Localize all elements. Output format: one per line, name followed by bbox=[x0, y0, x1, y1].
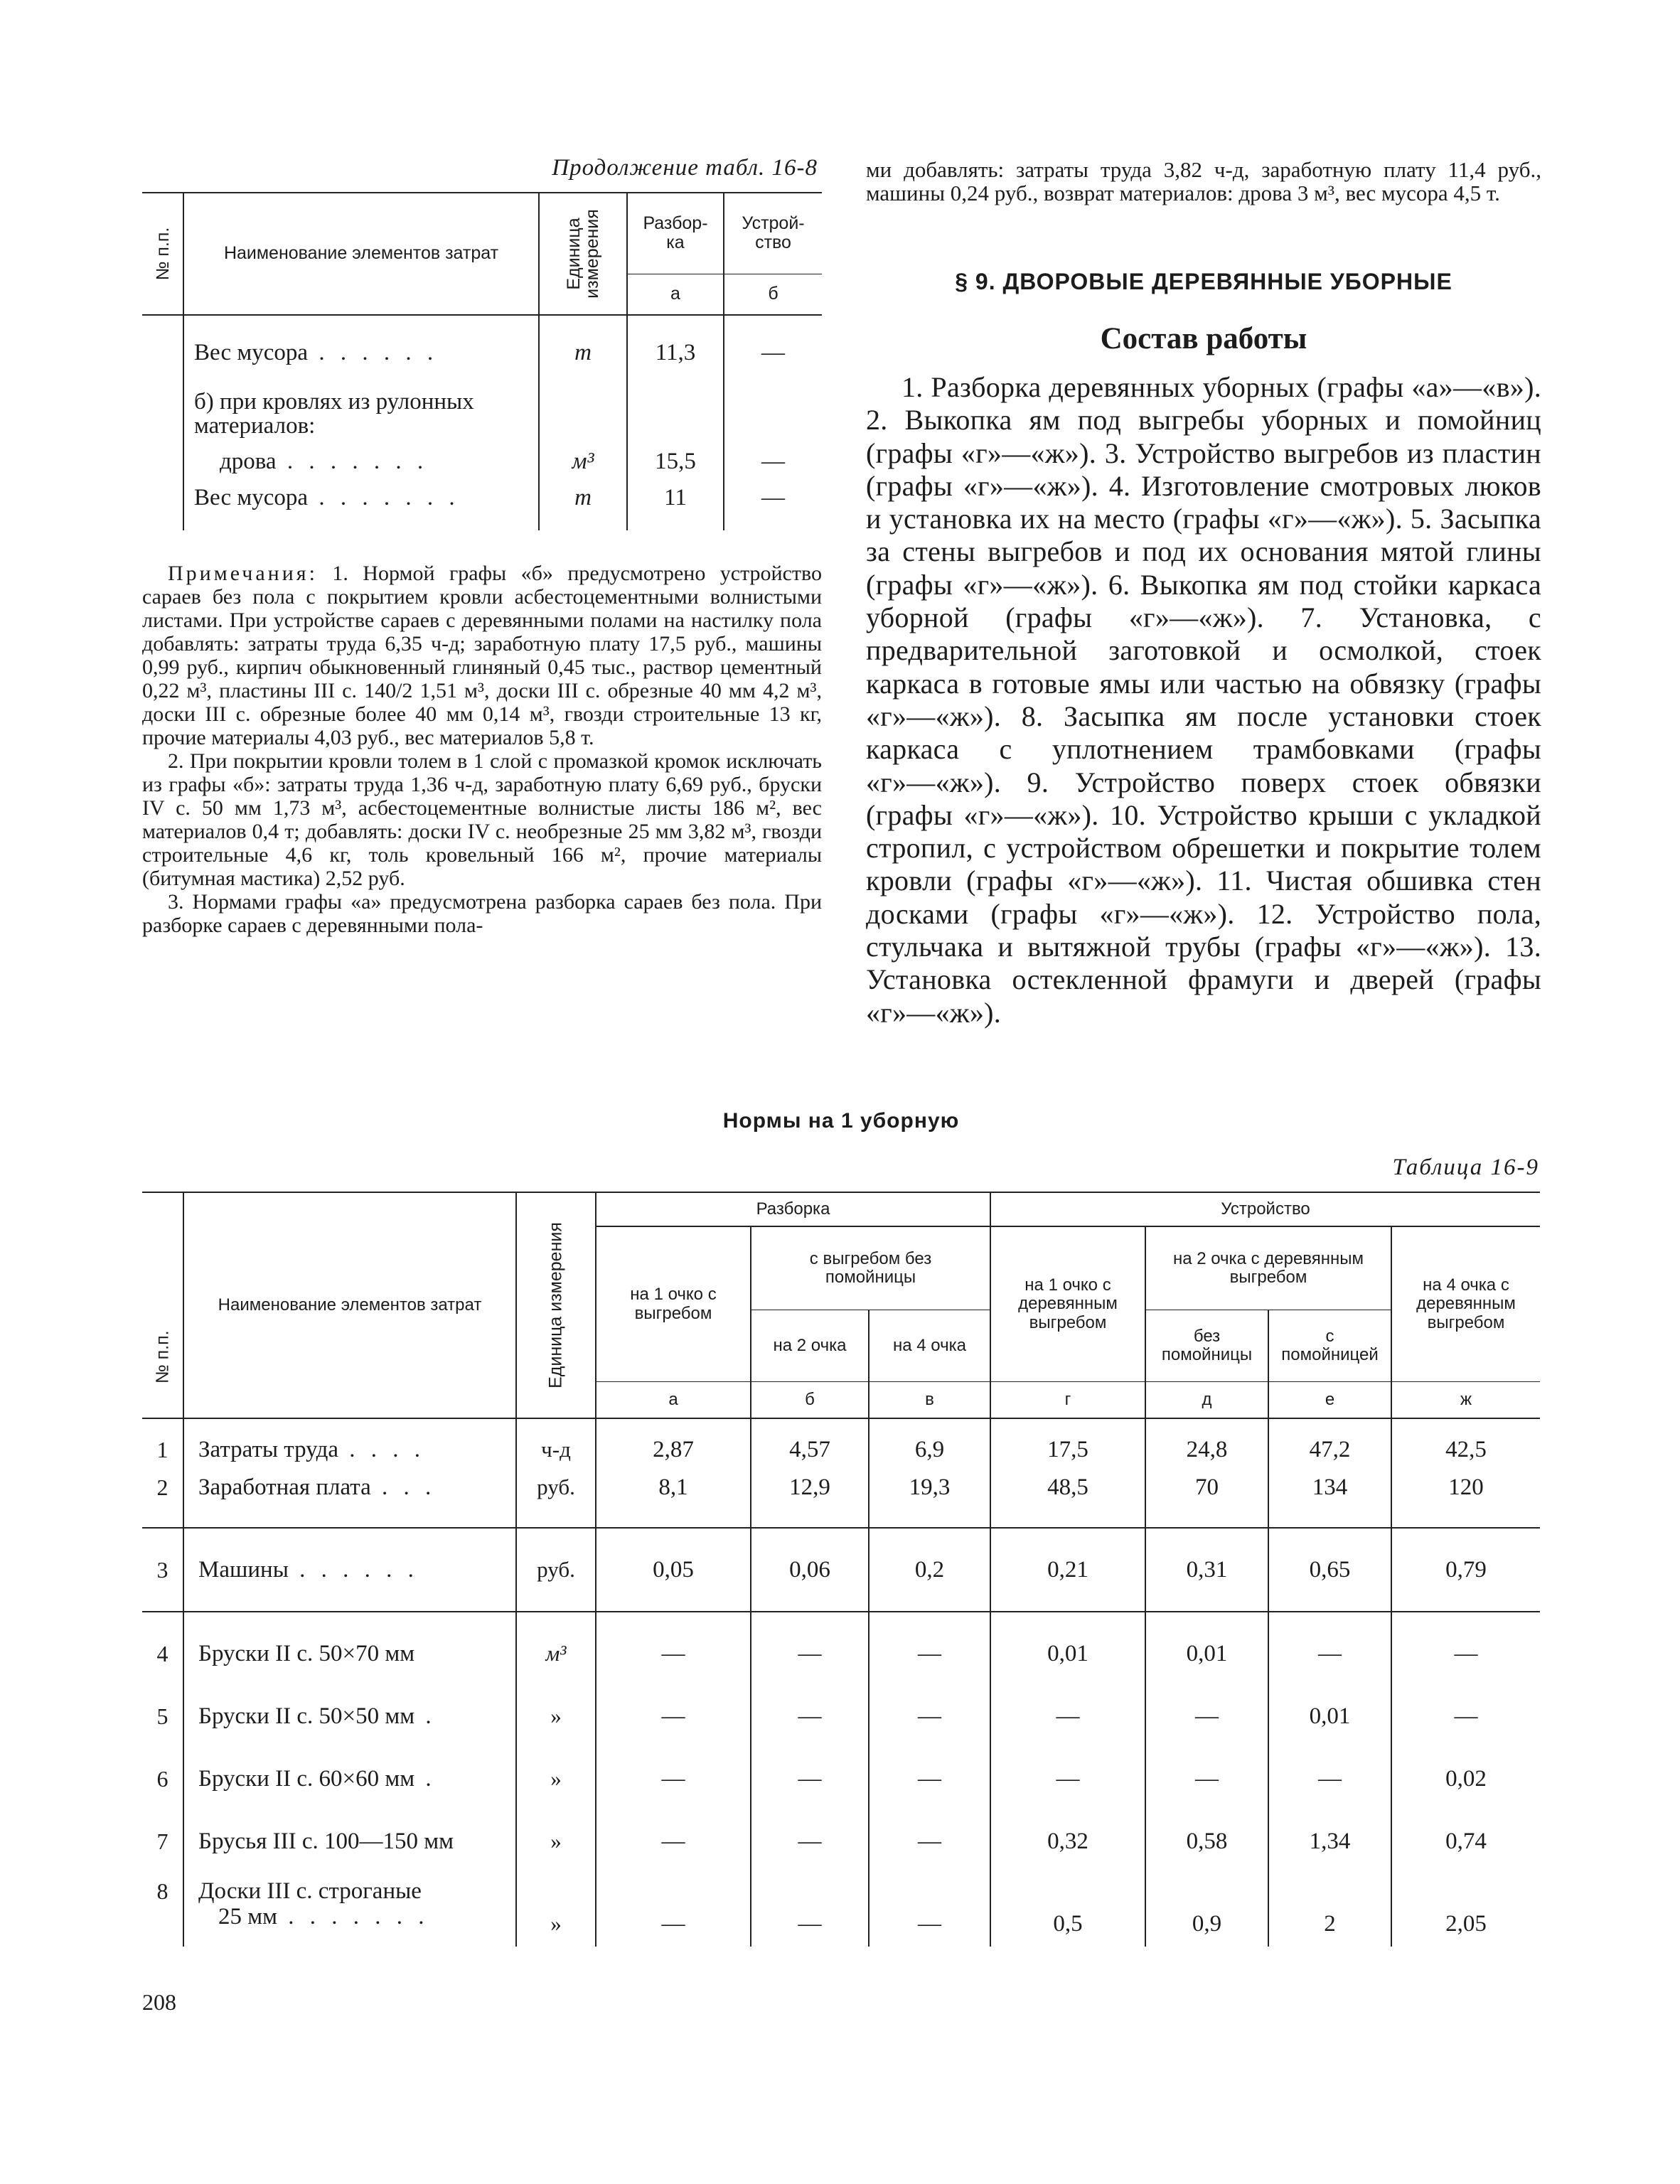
t2-letter: ж bbox=[1391, 1382, 1540, 1419]
t2-cell: 42,5 bbox=[1391, 1418, 1540, 1470]
t2-letter: д bbox=[1145, 1382, 1268, 1419]
t2-row-unit: м³ bbox=[516, 1612, 596, 1685]
work-text: 1. Разборка деревянных уборных (графы «а»—«в»). 2. Выкопка ям под выгребы уборных и помойниц (графы «г»—«ж»). 3. Устройство выгребов из пластин (графы «г»—«ж»). 4. Изготовление смотровых люков и установка их на место (графы «г»—«ж»). 5. Засыпка за стены выгребов и под их основания мятой глины (графы «г»—«ж»). 6. Выкопка ям под стойки каркаса уборной (графы «г»—«ж»). 7. Установка, с предварительной заготовкой и осмолкой, стоек каркаса в готовые ямы или частью на обвязку (графы «г»—«ж»). 8. Засыпка ям после установки стоек каркаса с уплотнением трамбовками (графы «г»—«ж»). 9. Устройство поверх стоек обвязки (графы «г»—«ж»). 10. Устройство крыши с укладкой стропил, с устройством обрешетки и покрытие толем кровли (графы «г»—«ж»). 11. Чистая обшивка стен досками (графы «г»—«ж»). 12. Устройство пола, стульчака и вытяжной трубы (графы «г»—«ж»). 13. Установка остекленной фрамуги и дверей (графы «г»—«ж»). bbox=[866, 371, 1541, 1029]
t2-letter: в bbox=[869, 1382, 990, 1419]
t2-cell: — bbox=[869, 1747, 990, 1810]
t2-cell: 0,06 bbox=[751, 1528, 869, 1612]
header-letter-b: б bbox=[724, 274, 822, 315]
table1-row-name: Вес мусора . . . . . . bbox=[183, 315, 539, 377]
t2-cell: 24,8 bbox=[1145, 1418, 1268, 1470]
t2-row-unit: » bbox=[516, 1685, 596, 1747]
t2-row-no: 3 bbox=[142, 1528, 183, 1612]
t2-cell: 70 bbox=[1145, 1470, 1268, 1528]
t2-row-no: 6 bbox=[156, 1765, 168, 1792]
t2-cell: — bbox=[1268, 1747, 1391, 1810]
t2-row-no: 8 bbox=[156, 1878, 168, 1904]
t2-header-g: на 1 очко с деревянным выгребом bbox=[990, 1226, 1145, 1382]
t2-cell: 0,01 bbox=[1145, 1612, 1268, 1685]
t2-row-unit: руб. bbox=[516, 1470, 596, 1528]
t2-cell: 2,05 bbox=[1391, 1873, 1540, 1947]
t2-header-de-group: на 2 очка с деревянным выгребом bbox=[1145, 1226, 1391, 1310]
t2-cell: 17,5 bbox=[990, 1418, 1145, 1470]
table-16-8-continuation bbox=[142, 192, 822, 530]
norms-title: Нормы на 1 уборную bbox=[722, 1109, 960, 1133]
t2-cell: — bbox=[1145, 1685, 1268, 1747]
note-3: 3. Нормами графы «а» предусмотрена разборка сараев без пола. При разборке сараев с деревянными пола- bbox=[142, 890, 822, 937]
t2-header-bv-group: с выгребом без помойницы bbox=[751, 1226, 990, 1310]
t2-row-name: Бруски II с. 50×70 мм bbox=[183, 1612, 516, 1685]
header-letter-a: а bbox=[627, 274, 724, 315]
t2-row-no: 4 bbox=[156, 1640, 168, 1666]
t2-row-no: 2 bbox=[142, 1470, 183, 1528]
t2-cell: — bbox=[869, 1810, 990, 1873]
table1-row-b: — bbox=[724, 441, 822, 482]
t2-cell: — bbox=[1145, 1747, 1268, 1810]
note-1: Примечания: 1. Нормой графы «б» предусмотрено устройство сараев без пола с покрытием кровли асбестоцементными волнистыми листами. При устройстве сараев с деревянными полами на настилку пола добавлять: затраты труда 6,35 ч-д; заработную плату 17,5 руб., машины 0,99 руб., кирпич обыкновенный глиняный 0,45 тыс., раствор цементный 0,22 м³, пластины III с. 140/2 1,51 м³, доски III с. обрезные 40 мм 4,2 м³, доски III с. обрезные более 40 мм 0,14 м³, гвозди строительные 13 кг, прочие материалы 4,03 руб., вес материалов 5,8 т. bbox=[142, 562, 822, 749]
t2-letter: б bbox=[751, 1382, 869, 1419]
table1-row-b: — bbox=[724, 315, 822, 377]
t2-cell: 0,79 bbox=[1391, 1528, 1540, 1612]
header-name: Наименование элементов затрат bbox=[183, 193, 539, 315]
t2-row-name: Машины . . . . . . bbox=[183, 1528, 516, 1612]
table2-caption: Таблица 16-9 bbox=[1392, 1155, 1539, 1180]
t2-cell: 0,31 bbox=[1145, 1528, 1268, 1612]
t2-header-num: № п.п. bbox=[151, 1329, 172, 1383]
t2-header-d: без помойницы bbox=[1145, 1310, 1268, 1382]
t2-header-a: на 1 очко с выгребом bbox=[596, 1226, 751, 1382]
t2-cell: 8,1 bbox=[596, 1470, 751, 1528]
t2-cell: 0,32 bbox=[990, 1810, 1145, 1873]
table-16-9 bbox=[142, 1192, 1540, 1947]
t2-header-b: на 2 очка bbox=[751, 1310, 869, 1382]
t2-cell: — bbox=[596, 1873, 751, 1947]
t2-row-no: 5 bbox=[156, 1703, 168, 1729]
t2-cell: — bbox=[751, 1873, 869, 1947]
t2-cell: 2,87 bbox=[596, 1418, 751, 1470]
t2-letter: е bbox=[1268, 1382, 1391, 1419]
t2-cell: 6,9 bbox=[869, 1418, 990, 1470]
t2-row-unit: ч-д bbox=[516, 1418, 596, 1470]
header-col-a: Разбор- ка bbox=[627, 193, 724, 274]
table1-row-unit: т bbox=[539, 482, 627, 530]
t2-cell: 0,2 bbox=[869, 1528, 990, 1612]
t2-cell: 0,01 bbox=[990, 1612, 1145, 1685]
table1-row-name: Вес мусора . . . . . . . bbox=[183, 482, 539, 530]
t2-cell: 1,34 bbox=[1268, 1810, 1391, 1873]
t2-row-unit: » bbox=[516, 1810, 596, 1873]
t2-cell: 0,21 bbox=[990, 1528, 1145, 1612]
t2-row-no: 1 bbox=[156, 1436, 168, 1462]
t2-cell: — bbox=[1391, 1685, 1540, 1747]
header-col-b: Устрой- ство bbox=[724, 193, 822, 274]
t2-row-unit: » bbox=[516, 1747, 596, 1810]
t2-cell: 4,57 bbox=[751, 1418, 869, 1470]
t2-cell: 0,02 bbox=[1391, 1747, 1540, 1810]
t2-header-razborka: Разборка bbox=[596, 1192, 990, 1226]
table1-row-a: 11,3 bbox=[627, 315, 724, 377]
t2-cell: 0,9 bbox=[1145, 1873, 1268, 1947]
t2-cell: 0,5 bbox=[990, 1873, 1145, 1947]
t2-row-unit: руб. bbox=[516, 1528, 596, 1612]
t2-cell: 2 bbox=[1268, 1873, 1391, 1947]
t2-row-name: Затраты труда . . . . bbox=[183, 1418, 516, 1470]
t2-header-e: с помойницей bbox=[1268, 1310, 1391, 1382]
t2-row-name: Заработная плата . . . bbox=[183, 1470, 516, 1528]
t2-cell: 0,65 bbox=[1268, 1528, 1391, 1612]
t2-cell: — bbox=[751, 1685, 869, 1747]
table1-row-name: б) при кровлях из рулонных материалов: bbox=[183, 377, 539, 441]
t2-cell: — bbox=[596, 1685, 751, 1747]
t2-cell: 47,2 bbox=[1268, 1418, 1391, 1470]
t2-header-v: на 4 очка bbox=[869, 1310, 990, 1382]
t2-row-name: Бруски II с. 60×60 мм . bbox=[183, 1747, 516, 1810]
t2-cell: 134 bbox=[1268, 1470, 1391, 1528]
notes-block bbox=[142, 562, 822, 937]
table1-row-name: дрова . . . . . . . bbox=[183, 441, 539, 482]
t2-header-unit: Единица измерения bbox=[516, 1192, 596, 1418]
t2-cell: 48,5 bbox=[990, 1470, 1145, 1528]
t2-cell: — bbox=[869, 1612, 990, 1685]
t2-cell: 0,01 bbox=[1268, 1685, 1391, 1747]
note-2: 2. При покрытии кровли толем в 1 слой с промазкой кромок исключать из графы «б»: затраты труда 1,36 ч-д, заработную плату 6,69 руб., бруски IV с. 50 мм 1,73 м³, асбестоцементные волнистые листы 186 м², вес материалов 0,4 т; добавлять: доски IV с. необрезные 25 мм 3,82 м³, гвозди строительные 4,6 кг, толь кровельный 166 м², прочие материалы (битумная мастика) 2,52 руб. bbox=[142, 749, 822, 890]
t2-cell: 120 bbox=[1391, 1470, 1540, 1528]
continued-text: ми добавлять: затраты труда 3,82 ч-д, заработную плату 11,4 руб., машины 0,24 руб., возврат материалов: дрова 3 м³, вес мусора 4,5 т. bbox=[866, 157, 1541, 205]
t2-row-no: 7 bbox=[156, 1828, 168, 1854]
t2-cell: — bbox=[1391, 1612, 1540, 1685]
t2-cell: — bbox=[751, 1747, 869, 1810]
t2-row-name: Брусья III с. 100—150 мм bbox=[183, 1810, 516, 1873]
header-num: № п.п. bbox=[142, 193, 183, 315]
table1-caption: Продолжение табл. 16-8 bbox=[552, 155, 818, 181]
subsection-title: Состав работы bbox=[1100, 322, 1307, 355]
t2-cell: — bbox=[990, 1747, 1145, 1810]
t2-letter: г bbox=[990, 1382, 1145, 1419]
t2-cell: — bbox=[596, 1747, 751, 1810]
table1-row-unit: т bbox=[539, 315, 627, 377]
t2-cell: 19,3 bbox=[869, 1470, 990, 1528]
table1-row-unit: м³ bbox=[539, 441, 627, 482]
t2-cell: 0,58 bbox=[1145, 1810, 1268, 1873]
t2-header-ustroystvo: Устройство bbox=[990, 1192, 1540, 1226]
table1-row-a: 11 bbox=[627, 482, 724, 530]
t2-letter: а bbox=[596, 1382, 751, 1419]
t2-cell: — bbox=[751, 1810, 869, 1873]
page-number: 208 bbox=[142, 1989, 176, 2015]
t2-cell: 0,74 bbox=[1391, 1810, 1540, 1873]
table1-row-a: 15,5 bbox=[627, 441, 724, 482]
t2-cell: — bbox=[869, 1685, 990, 1747]
t2-cell: — bbox=[1268, 1612, 1391, 1685]
t2-cell: 0,05 bbox=[596, 1528, 751, 1612]
header-unit: Единица измерения bbox=[539, 193, 627, 315]
t2-cell: — bbox=[990, 1685, 1145, 1747]
t2-cell: — bbox=[596, 1612, 751, 1685]
t2-cell: — bbox=[869, 1873, 990, 1947]
t2-cell: — bbox=[751, 1612, 869, 1685]
t2-row-name: Доски III с. строганые 25 мм . . . . . . . bbox=[183, 1873, 516, 1947]
t2-header-zh: на 4 очка с деревянным выгребом bbox=[1391, 1226, 1540, 1382]
t2-cell: — bbox=[596, 1810, 751, 1873]
t2-row-unit: » bbox=[516, 1873, 596, 1947]
t2-row-name: Бруски II с. 50×50 мм . bbox=[183, 1685, 516, 1747]
table1-row-b: — bbox=[724, 482, 822, 530]
section-title: § 9. ДВОРОВЫЕ ДЕРЕВЯННЫЕ УБОРНЫЕ bbox=[955, 269, 1452, 294]
t2-cell: 12,9 bbox=[751, 1470, 869, 1528]
t2-header-name: Наименование элементов затрат bbox=[183, 1192, 516, 1418]
work-composition bbox=[866, 371, 1541, 1029]
